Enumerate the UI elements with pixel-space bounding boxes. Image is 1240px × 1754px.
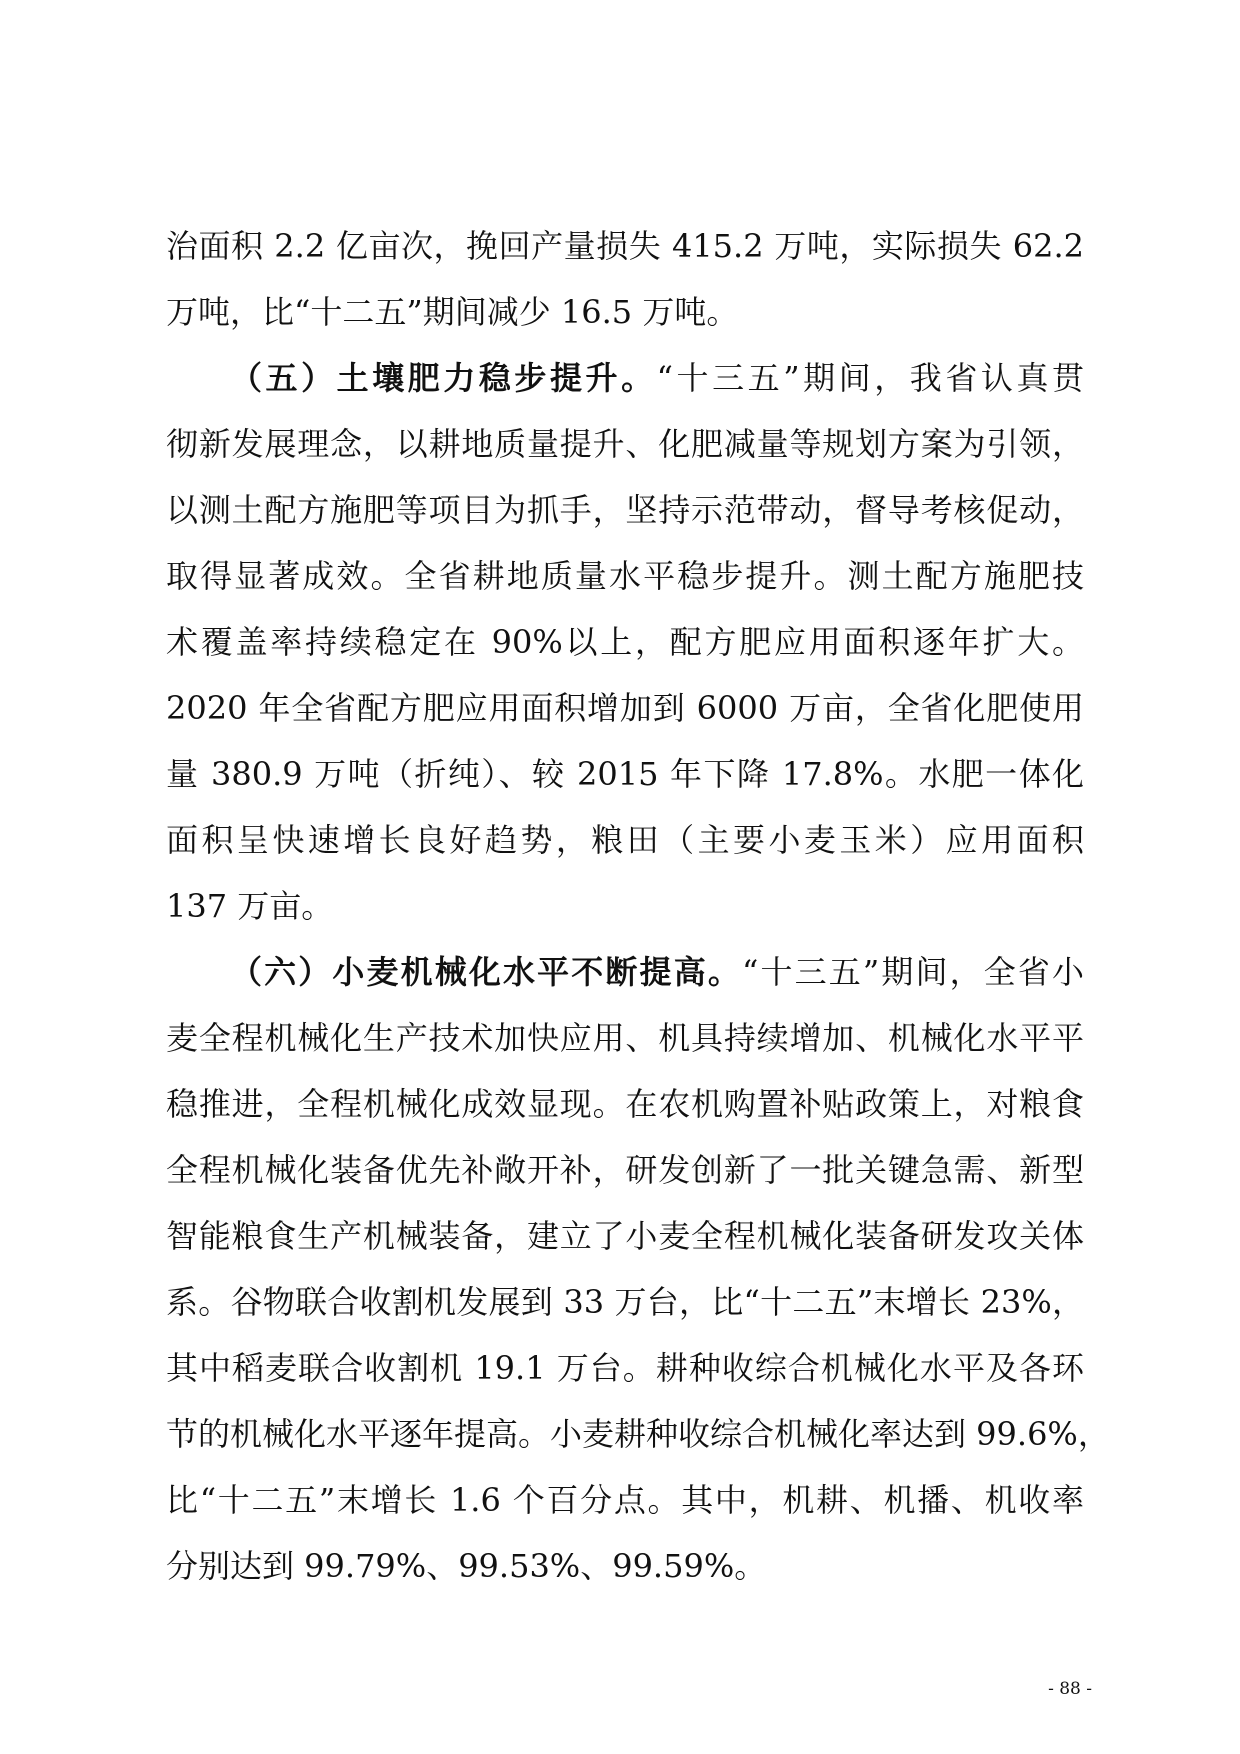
section-5-first-line [230, 345, 1084, 411]
page-number: - 88 - [1048, 1679, 1092, 1699]
paragraph-line: 2020 年全省配方肥应用面积增加到 6000 万亩，全省化肥使用 [166, 689, 1084, 727]
paragraph-line: 全程机械化装备优先补敞开补，研发创新了一批关键急需、新型 [166, 1151, 1084, 1189]
paragraph-line: 治面积 2.2 亿亩次，挽回产量损失 415.2 万吨，实际损失 62.2 [166, 227, 1084, 265]
paragraph-line: 麦全程机械化生产技术加快应用、机具持续增加、机械化水平平 [166, 1019, 1084, 1057]
paragraph-line: 以测土配方施肥等项目为抓手，坚持示范带动，督导考核促动， [166, 491, 1084, 529]
paragraph-line: 取得显著成效。全省耕地质量水平稳步提升。测土配方施肥技 [166, 557, 1084, 595]
paragraph-line: 术覆盖率持续稳定在 90%以上，配方肥应用面积逐年扩大。 [166, 623, 1084, 661]
paragraph-line: 彻新发展理念，以耕地质量提升、化肥减量等规划方案为引领， [166, 425, 1084, 463]
paragraph-line: 其中稻麦联合收割机 19.1 万台。耕种收综合机械化水平及各环 [166, 1349, 1084, 1387]
paragraph-line: 系。谷物联合收割机发展到 33 万台，比“十二五”末增长 23%， [166, 1283, 1084, 1321]
section-6-first-line [230, 939, 1084, 1005]
paragraph-line: 面积呈快速增长良好趋势，粮田（主要小麦玉米）应用面积 [166, 821, 1084, 859]
section-5-text: “十三五”期间，我省认真贯 [656, 359, 1084, 397]
paragraph-line: 137 万亩。 [166, 887, 334, 925]
section-5-heading: （五）土壤肥力稳步提升。 [230, 359, 657, 397]
paragraph-line: 稳推进，全程机械化成效显现。在农机购置补贴政策上，对粮食 [166, 1085, 1084, 1123]
section-6-heading: （六）小麦机械化水平不断提高。 [230, 953, 742, 991]
paragraph-line: 万吨，比“十二五”期间减少 16.5 万吨。 [166, 293, 739, 331]
paragraph-line: 量 380.9 万吨（折纯）、较 2015 年下降 17.8%。水肥一体化 [166, 755, 1084, 793]
paragraph-line: 智能粮食生产机械装备，建立了小麦全程机械化装备研发攻关体 [166, 1217, 1084, 1255]
paragraph-line: 分别达到 99.79%、99.53%、99.59%。 [166, 1547, 767, 1585]
section-6-text: “十三五”期间，全省小 [741, 953, 1084, 991]
paragraph-line: 比“十二五”末增长 1.6 个百分点。其中，机耕、机播、机收率 [166, 1481, 1084, 1519]
paragraph-line: 节的机械化水平逐年提高。小麦耕种收综合机械化率达到 99.6%， [166, 1415, 1110, 1453]
